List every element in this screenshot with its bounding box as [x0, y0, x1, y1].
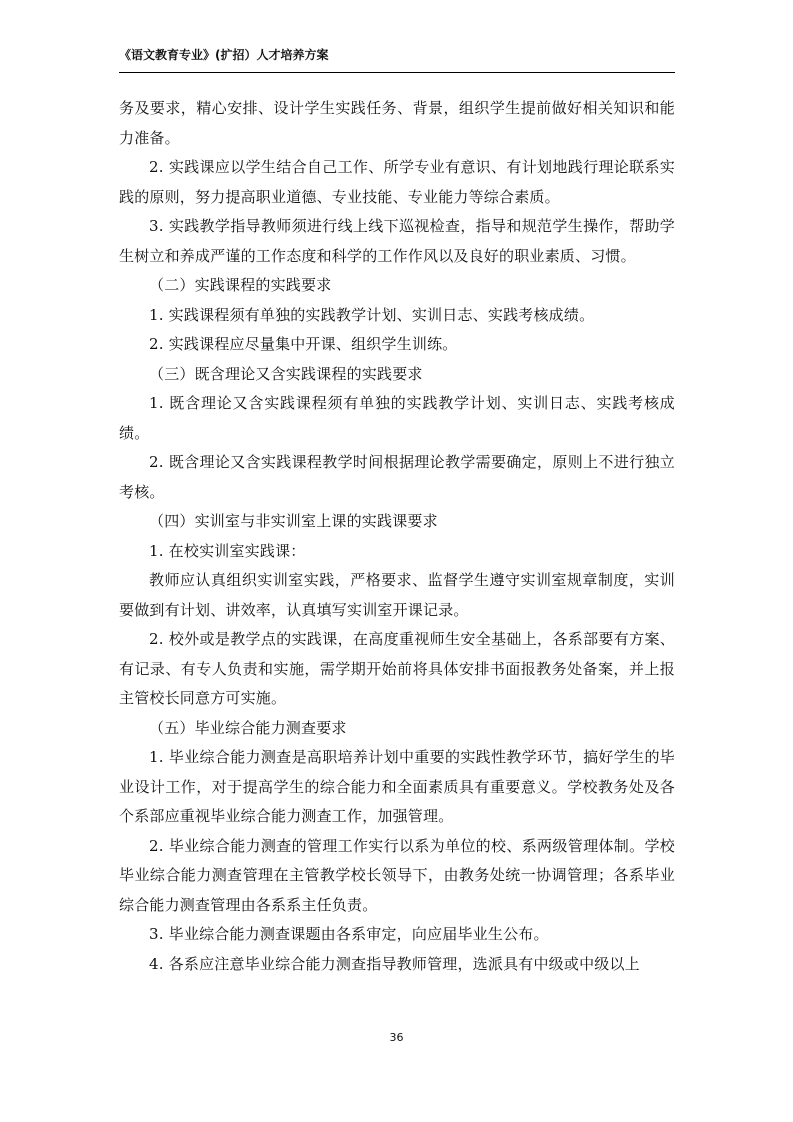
page-number: 36 — [389, 1031, 404, 1044]
section-heading: （三）既含理论又含实践课程的实践要求 — [149, 364, 423, 383]
document-header: 《语文教育专业》(扩招）人才培养方案 — [119, 48, 329, 62]
paragraph: 1. 实践课程须有单独的实践教学计划、实训日志、实践考核成绩。 — [149, 305, 595, 324]
paragraph: 2. 校外或是教学点的实践课，在高度重视师生安全基础上，各系部要有方案、有记录、有专人负责和实施，需学期开始前将具体安排书面报教务处备案，并上报主管校长同意方可实施。 — [119, 630, 675, 707]
paragraph: 2. 实践课程应尽量集中开课、组织学生训练。 — [149, 335, 458, 353]
section-heading: （二）实践课程的实践要求 — [149, 276, 332, 294]
paragraph: 1. 既含理论又含实践课程须有单独的实践教学计划、实训日志、实践考核成绩。 — [119, 394, 675, 442]
paragraph: 3. 实践教学指导教师须进行线上线下巡视检查，指导和规范学生操作，帮助学生树立和养成严谨的工作态度和科学的工作作风以及良好的职业素质、习惯。 — [119, 217, 675, 265]
paragraph: 4. 各系应注意毕业综合能力测查指导教师管理，选派具有中级或中级以上 — [149, 954, 640, 973]
paragraph: 1. 在校实训室实践课： — [149, 541, 306, 560]
header-divider — [119, 72, 675, 73]
paragraph: 3. 毕业综合能力测查课题由各系审定，向应届毕业生公布。 — [149, 925, 549, 943]
section-heading: （五）毕业综合能力测查要求 — [149, 718, 347, 737]
paragraph: 2. 毕业综合能力测查的管理工作实行以系为单位的校、系两级管理体制。学校毕业综合能力测查管理在主管教学校长领导下，由教务处统一协调管理；各系毕业综合能力测查管理由各系系主任负责。 — [119, 836, 675, 914]
paragraph: 教师应认真组织实训室实践，严格要求、监督学生遵守实训室规章制度，实训要做到有计划、讲效率，认真填写实训室开课记录。 — [119, 571, 675, 619]
paragraph-continuation: 务及要求，精心安排、设计学生实践任务、背景，组织学生提前做好相关知识和能力准备。 — [119, 99, 675, 147]
paragraph: 2. 实践课应以学生结合自己工作、所学专业有意识、有计划地践行理论联系实践的原则，努力提高职业道德、专业技能、专业能力等综合素质。 — [119, 158, 675, 206]
paragraph: 2. 既含理论又含实践课程教学时间根据理论教学需要确定，原则上不进行独立考核。 — [119, 453, 675, 501]
paragraph: 1. 毕业综合能力测查是高职培养计划中重要的实践性教学环节，搞好学生的毕业设计工作，对于提高学生的综合能力和全面素质具有重要意义。学校教务处及各个系部应重视毕业综合能力测查工作，加强管理。 — [119, 748, 675, 825]
document-body — [119, 94, 675, 979]
section-heading: （四）实训室与非实训室上课的实践课要求 — [149, 512, 438, 530]
